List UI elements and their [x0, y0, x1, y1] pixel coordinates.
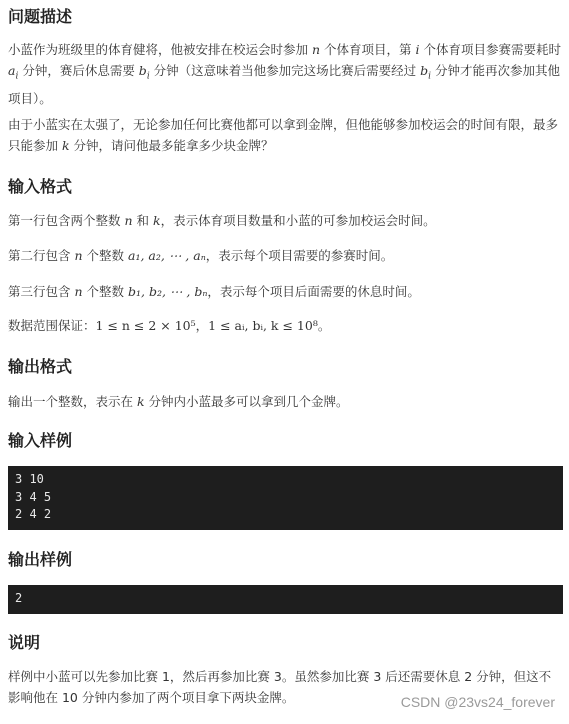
- input-line-3: 第三行包含 n 个整数 b₁, b₂, ⋯ , bₙ，表示每个项目后面需要的休息时间。: [8, 284, 420, 299]
- problem-heading: 问题描述: [8, 7, 73, 26]
- input-format-heading: 输入格式: [8, 177, 73, 196]
- input-line-2: 第二行包含 n 个整数 a₁, a₂, ⋯ , aₙ，表示每个项目需要的参赛时间。: [8, 248, 394, 263]
- problem-para-2: 由于小蓝实在太强了，无论参加任何比赛他都可以拿到金牌，但他能够参加校运会的时间有限，最多只能参加 k 分钟，请问他最多能拿多少块金牌？: [8, 117, 559, 153]
- sample-output-code: 2: [8, 585, 563, 614]
- problem-para-1: 小蓝作为班级里的体育健将，他被安排在校运会时参加 n 个体育项目，第 i 个体育项目参赛需要耗时 $a_i$ 分钟，赛后休息需要 $b_i$ 分钟（这意味着当他参加完这场比赛后需要经过 $b_i$ 分钟才能再次参加其他项目）。: [8, 42, 561, 106]
- explanation-para: 样例中小蓝可以先参加比赛 1，然后再参加比赛 3。虽然参加比赛 3 后还需要休息 2 分钟，但这不影响他在 10 分钟内参加了两个项目拿下两块金牌。: [8, 669, 552, 705]
- csdn-watermark: CSDN @23vs24_forever: [400, 694, 555, 710]
- input-line-4: 数据范围保证：1 ≤ n ≤ 2 × 10⁵，1 ≤ aᵢ, bᵢ, k ≤ 10⁸。: [8, 318, 331, 333]
- sample-input-code: 3 10 3 4 5 2 4 2: [8, 466, 563, 530]
- sample-output-heading: 输出样例: [8, 550, 73, 569]
- output-format-heading: 输出格式: [8, 357, 73, 376]
- sample-input-heading: 输入样例: [8, 431, 73, 450]
- input-line-1: 第一行包含两个整数 n 和 k，表示体育项目数量和小蓝的可参加校运会时间。: [8, 213, 436, 228]
- output-line-1: 输出一个整数，表示在 k 分钟内小蓝最多可以拿到几个金牌。: [8, 394, 349, 409]
- explanation-heading: 说明: [8, 633, 41, 652]
